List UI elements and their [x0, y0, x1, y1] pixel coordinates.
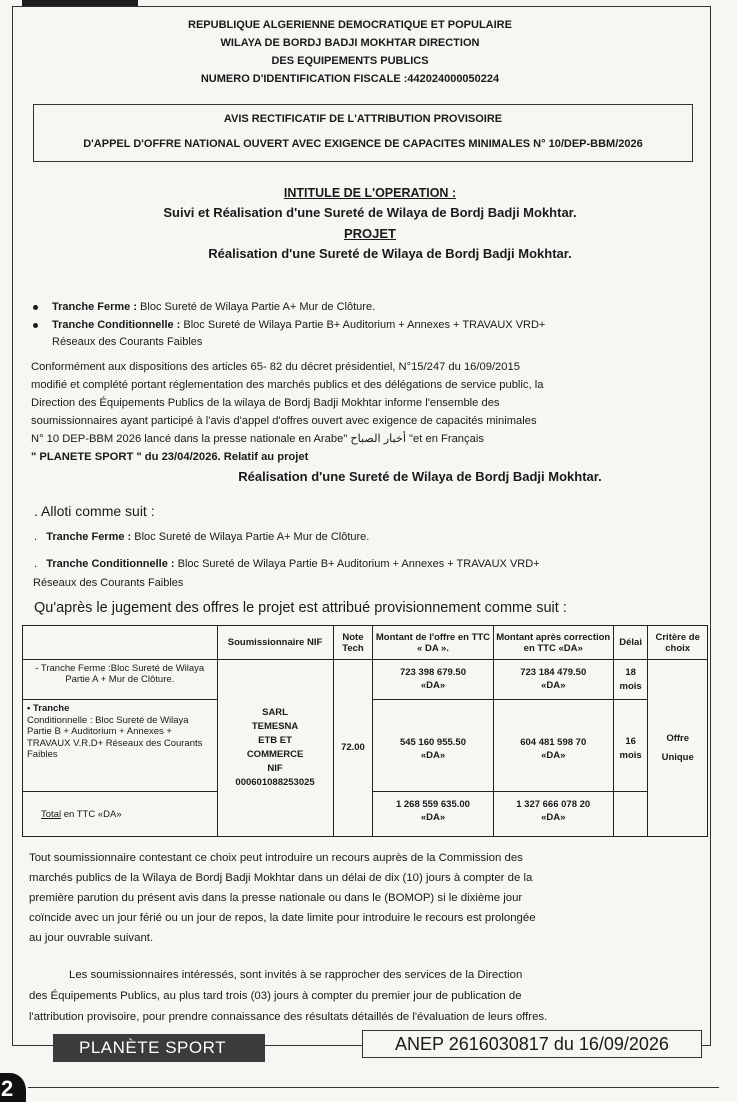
note-tech-value: 72.00 [333, 660, 373, 837]
project-label: PROJET [343, 226, 396, 241]
row-ferme-correction: 723 184 479.50 «DA» [493, 660, 613, 700]
tranche-ferme-top: Tranche Ferme : Bloc Sureté de Wilaya Partie A+ Mur de Clôture. [33, 299, 375, 316]
header-critere: Critère de choix [648, 626, 708, 660]
operation-label: INTITULE DE L'OPERATION : [283, 186, 457, 200]
row-ferme-delai: 18 mois [613, 660, 648, 700]
recours-paragraph: Tout soumissionnaire contestant ce choix peut introduire un recours auprès de la Commission des marchés publics de la Wilaya de Bordj Badji Mokhtar dans un délai de dix (10) jours à compter de la première parution du présent avis dans la presse nationale ou dans le (BOMOP) si le dixième jour coïncide avec un jour férié ou un jour de repos, la date limite pour introduire le recours est prolongée au jour ouvrable suivant. [29, 852, 536, 944]
paragraph-decret: Conformément aux dispositions des articles 65- 82 du décret présidentiel, N°15/247 du 16/09/2015 modifié et complété portant réglementation des marchés publics et des délégations de service public, la Direction des Équipements Publics de la wilaya de Bordj Badji Mokhtar informe l'ensemble des soumissionnaires ayant participé à l'avis d'appel d'offres ouvert avec exigence de capacités minimales N° 10 DEP-BBM 2026 lancé dans la presse nationale en Arabe" أخبار الصباح "et en Français " PLANETE SPORT " du 23/04/2026. Relatif au projet [31, 361, 544, 463]
award-table [22, 625, 708, 837]
bottom-rule [28, 1087, 719, 1088]
row-ferme-montant: 723 398 679.50 «DA» [373, 660, 493, 700]
table-row-ferme [23, 660, 708, 700]
header-block [0, 16, 700, 88]
tranche-ferme-mid: . Tranche Ferme : Bloc Sureté de Wilaya Partie A+ Mur de Clôture. [34, 531, 370, 543]
notice-subtitle: D'APPEL D'OFFRE NATIONAL OUVERT AVEC EXIGENCE DE CAPACITES MINIMALES N° 10/DEP-BBM/2026 [83, 138, 643, 150]
page-number: 2 [1, 1076, 14, 1101]
tranche-conditionnelle-mid: . Tranche Conditionnelle : Bloc Sureté de Wilaya Partie B+ Auditorium + Annexes + TRAVAUX VRD+ [34, 558, 540, 570]
header-line-4: NUMERO D'IDENTIFICATION FISCALE :442024000050224 [200, 73, 500, 85]
header-blank [23, 626, 218, 660]
row-conditionnelle-correction: 604 481 598 70 «DA» [493, 700, 613, 792]
anep-reference: ANEP 2616030817 du 16/09/2026 [362, 1030, 702, 1058]
header-correction: Montant après correction en TTC «DA» [493, 626, 613, 660]
header-line-1: REPUBLIQUE ALGERIENNE DEMOCRATIQUE ET POPULAIRE [188, 19, 512, 31]
row-ferme-label: - Tranche Ferme :Bloc Sureté de Wilaya Partie A + Mur de Clôture. [23, 660, 218, 700]
header-delai: Délai [613, 626, 648, 660]
invite-paragraph: Les soumissionnaires intéressés, sont invités à se rapprocher des services de la Direction des Équipements Publics, au plus tard trois (03) jours à compter du premier jour de publication de l'attribution provisoire, pour prendre connaissance des résultats détaillés de l'évaluation de leurs offres. [29, 969, 548, 1023]
notice-title-box [33, 104, 693, 162]
row-conditionnelle-delai: 16 mois [613, 700, 648, 792]
bullet-icon [33, 305, 38, 310]
header-soumissionnaire: Soumissionnaire NIF [217, 626, 333, 660]
alloti-label: . Alloti comme suit : [34, 503, 155, 519]
total-correction: 1 327 666 078 20 «DA» [493, 792, 613, 837]
operation-text: Suivi et Réalisation d'une Sureté de Wilaya de Bordj Badji Mokhtar. [163, 205, 577, 220]
tranche-conditionnelle-top-cont: Réseaux des Courants Faibles [52, 336, 203, 348]
total-montant: 1 268 559 635.00 «DA» [373, 792, 493, 837]
table-header-row [23, 626, 708, 660]
row-conditionnelle-montant: 545 160 955.50 «DA» [373, 700, 493, 792]
project-text: Réalisation d'une Sureté de Wilaya de Bordj Badji Mokhtar. [208, 246, 572, 261]
jugement-text: Qu'après le jugement des offres le projet est attribué provisionnement comme suit : [34, 600, 567, 616]
tranche-conditionnelle-top: Tranche Conditionnelle : Bloc Sureté de Wilaya Partie B+ Auditorium + Annexes + TRAVAUX VRD+ [33, 317, 545, 334]
row-conditionnelle-label: • Tranche Conditionnelle : Bloc Sureté de Wilaya Partie B + Auditorium + Annexes + TRAVAUX V.R.D+ Réseaux des Courants Faibles [23, 700, 218, 792]
header-line-2: WILAYA DE BORDJ BADJI MOKHTAR DIRECTION [220, 37, 480, 49]
critere-value: Offre Unique [648, 660, 708, 837]
total-label: Total en TTC «DA» [23, 792, 218, 837]
newspaper-label: PLANÈTE SPORT [53, 1034, 265, 1062]
notice-title: AVIS RECTIFICATIF DE L'ATTRIBUTION PROVISOIRE [223, 113, 503, 125]
project-repeat: Réalisation d'une Sureté de Wilaya de Bordj Badji Mokhtar. [238, 469, 602, 484]
bullet-icon [33, 323, 38, 328]
header-note: Note Tech [333, 626, 373, 660]
header-line-3: DES EQUIPEMENTS PUBLICS [271, 55, 429, 67]
total-delai-empty [613, 792, 648, 837]
header-montant: Montant de l'offre en TTC « DA ». [373, 626, 493, 660]
bidder-cell: SARL TEMESNA ETB ET COMMERCE NIF 000601088253025 [217, 660, 333, 837]
tranche-conditionnelle-mid-cont: Réseaux des Courants Faibles [33, 577, 184, 589]
